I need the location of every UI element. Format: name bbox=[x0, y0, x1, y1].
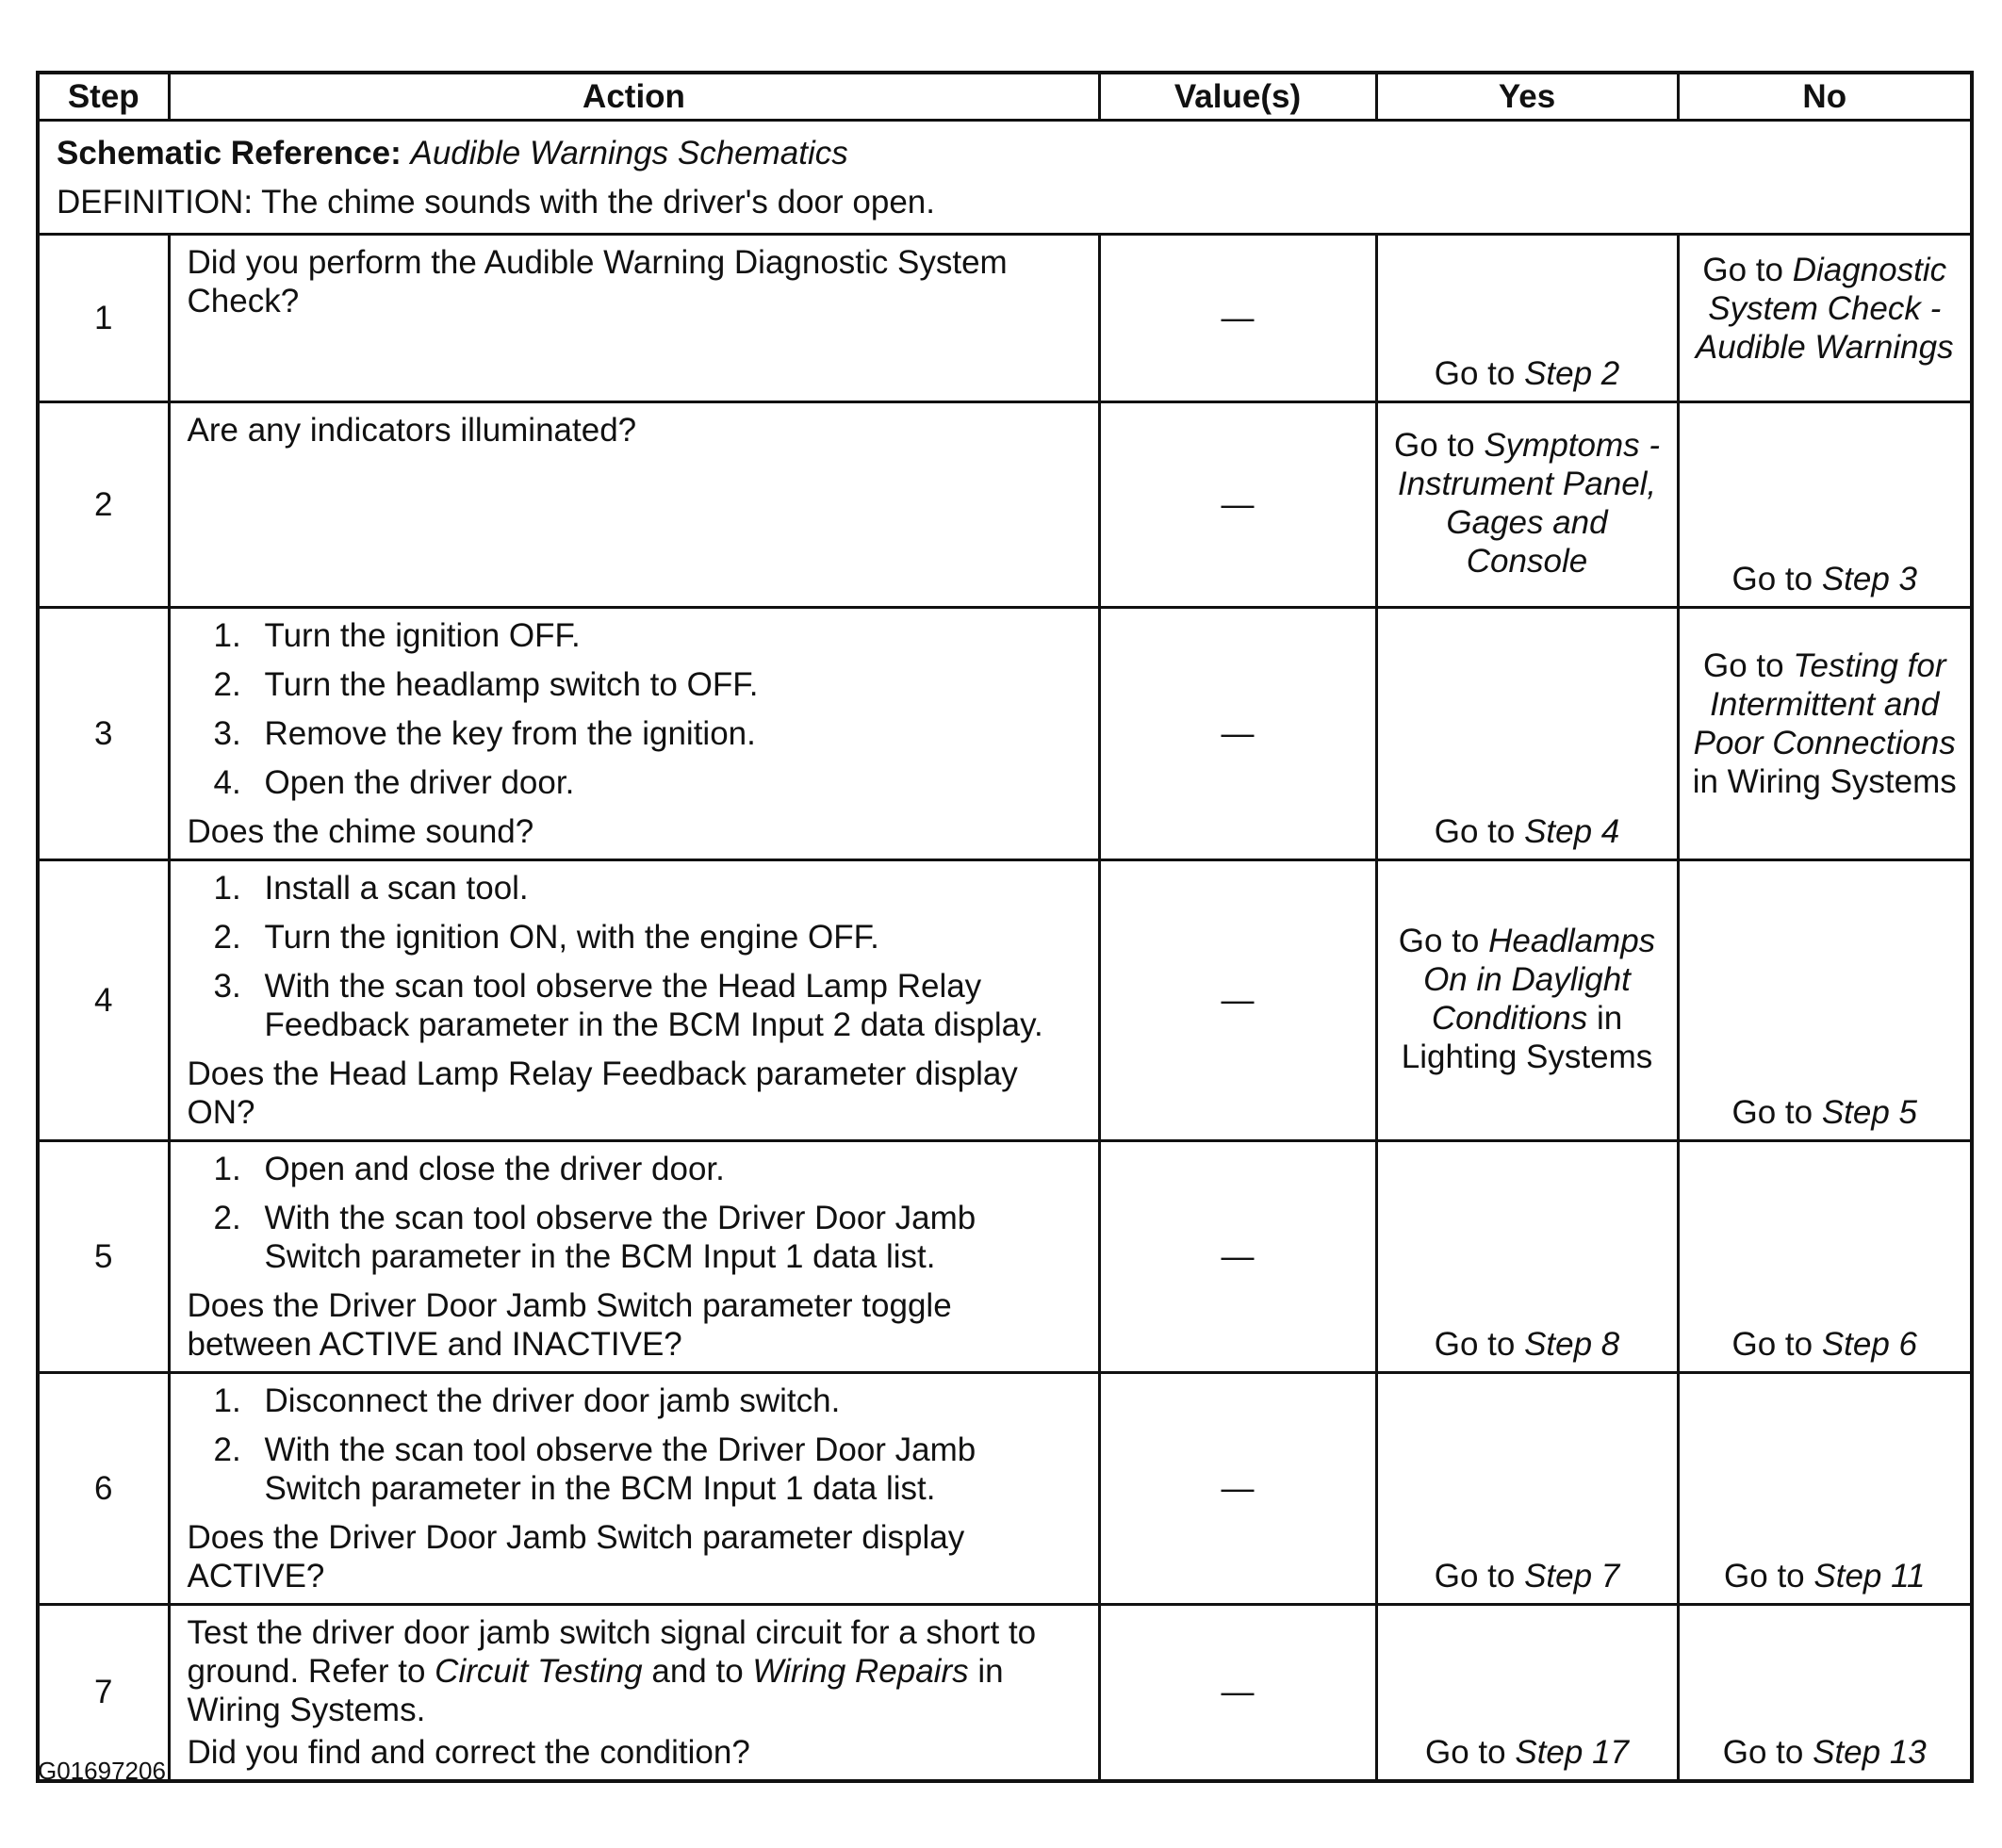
no-link[interactable]: Step 5 bbox=[1821, 1093, 1918, 1131]
list-item: 4. Open the driver door. bbox=[213, 763, 575, 801]
goto-label: Go to bbox=[1731, 1093, 1813, 1131]
yes-link[interactable]: Headlamps On in Daylight Conditions bbox=[1423, 922, 1656, 1037]
step-number: 7 bbox=[38, 1604, 169, 1781]
goto-label: Go to bbox=[1398, 922, 1480, 959]
action-text: Test the driver door jamb switch signal circuit for a short to ground. Refer to Circuit Testing and to Wiring Repairs in Wiring Systems. bbox=[187, 1613, 1037, 1728]
no-link[interactable]: Step 6 bbox=[1821, 1325, 1918, 1363]
action-question: Does the Driver Door Jamb Switch parameter display ACTIVE? bbox=[187, 1518, 965, 1595]
value-cell: — bbox=[1099, 1372, 1376, 1604]
reference-row bbox=[38, 120, 1972, 234]
goto-label: Go to bbox=[1731, 560, 1813, 597]
goto-label: Go to bbox=[1393, 426, 1475, 464]
step-number: 1 bbox=[38, 234, 169, 401]
schematic-label: Schematic Reference: bbox=[57, 134, 402, 172]
yes-cell bbox=[1376, 401, 1678, 607]
yes-cell bbox=[1376, 607, 1678, 859]
no-cell bbox=[1678, 1372, 1972, 1604]
yes-cell bbox=[1376, 234, 1678, 401]
value-cell: — bbox=[1099, 401, 1376, 607]
header-values: Value(s) bbox=[1099, 73, 1376, 120]
yes-cell bbox=[1376, 859, 1678, 1140]
table-row bbox=[38, 859, 1972, 1140]
value-cell: — bbox=[1099, 859, 1376, 1140]
action-question: Does the chime sound? bbox=[187, 812, 534, 850]
action-question: Does the Driver Door Jamb Switch parameter toggle between ACTIVE and INACTIVE? bbox=[187, 1286, 952, 1363]
step-number: 6 bbox=[38, 1372, 169, 1604]
no-link[interactable]: Step 11 bbox=[1813, 1557, 1926, 1595]
schematic-value: Audible Warnings Schematics bbox=[410, 134, 848, 172]
action-question: Did you find and correct the condition? bbox=[187, 1733, 750, 1771]
goto-label: Go to bbox=[1722, 1733, 1804, 1771]
value-cell: — bbox=[1099, 1604, 1376, 1781]
yes-link[interactable]: Step 4 bbox=[1524, 812, 1620, 850]
yes-link[interactable]: Step 8 bbox=[1524, 1325, 1620, 1363]
header-yes: Yes bbox=[1376, 73, 1678, 120]
goto-label: Go to bbox=[1731, 1325, 1813, 1363]
yes-link[interactable]: Step 2 bbox=[1524, 354, 1620, 392]
action-cell bbox=[169, 401, 1099, 607]
action-list bbox=[188, 616, 1081, 802]
no-suffix: in Wiring Systems bbox=[1692, 762, 1957, 800]
no-cell bbox=[1678, 607, 1972, 859]
goto-label: Go to bbox=[1702, 251, 1783, 288]
action-cell bbox=[169, 859, 1099, 1140]
reference-cell bbox=[38, 120, 1972, 234]
yes-cell bbox=[1376, 1140, 1678, 1372]
header-no: No bbox=[1678, 73, 1972, 120]
no-cell bbox=[1678, 1604, 1972, 1781]
no-link[interactable]: Step 13 bbox=[1813, 1733, 1927, 1771]
yes-suffix: in Lighting Systems bbox=[1401, 999, 1653, 1075]
table-row bbox=[38, 1604, 1972, 1781]
goto-label: Go to bbox=[1434, 1557, 1516, 1595]
yes-cell bbox=[1376, 1604, 1678, 1781]
goto-label: Go to bbox=[1724, 1557, 1805, 1595]
goto-label: Go to bbox=[1425, 1733, 1506, 1771]
yes-link[interactable]: Step 7 bbox=[1524, 1557, 1620, 1595]
value-cell: — bbox=[1099, 607, 1376, 859]
action-list bbox=[188, 1150, 1081, 1276]
list-item: 2. With the scan tool observe the Driver Door Jamb Switch parameter in the BCM Input 1 data list. bbox=[213, 1199, 976, 1275]
header-step: Step bbox=[38, 73, 169, 120]
action-list bbox=[188, 869, 1081, 1044]
action-cell bbox=[169, 1140, 1099, 1372]
no-cell bbox=[1678, 859, 1972, 1140]
list-item: 3. With the scan tool observe the Head Lamp Relay Feedback parameter in the BCM Input 2 data display. bbox=[213, 967, 1043, 1043]
circuit-testing-link[interactable]: Circuit Testing bbox=[435, 1652, 643, 1690]
table-row bbox=[38, 234, 1972, 401]
action-text: Are any indicators illuminated? bbox=[187, 411, 637, 449]
no-link[interactable]: Diagnostic System Check - Audible Warnings bbox=[1695, 251, 1954, 366]
list-item: 1. Turn the ignition OFF. bbox=[213, 616, 581, 654]
step-number: 2 bbox=[38, 401, 169, 607]
no-link[interactable]: Testing for Intermittent and Poor Connections bbox=[1693, 646, 1956, 761]
action-cell bbox=[169, 1604, 1099, 1781]
action-list bbox=[188, 1382, 1081, 1508]
table-row bbox=[38, 607, 1972, 859]
definition: DEFINITION: The chime sounds with the driver's door open. bbox=[57, 183, 935, 221]
list-item: 1. Install a scan tool. bbox=[213, 869, 529, 907]
table-row bbox=[38, 1140, 1972, 1372]
list-item: 1. Disconnect the driver door jamb switch. bbox=[213, 1382, 841, 1419]
list-item: 2. With the scan tool observe the Driver Door Jamb Switch parameter in the BCM Input 1 data list. bbox=[213, 1431, 976, 1507]
action-cell bbox=[169, 607, 1099, 859]
header-action: Action bbox=[169, 73, 1099, 120]
no-cell bbox=[1678, 1140, 1972, 1372]
no-cell bbox=[1678, 234, 1972, 401]
schematic-reference bbox=[57, 129, 1953, 178]
value-cell: — bbox=[1099, 1140, 1376, 1372]
table-row bbox=[38, 1372, 1972, 1604]
action-text: Did you perform the Audible Warning Diagnostic System Check? bbox=[187, 243, 1008, 319]
no-link[interactable]: Step 3 bbox=[1821, 560, 1918, 597]
action-cell bbox=[169, 234, 1099, 401]
list-item: 3. Remove the key from the ignition. bbox=[213, 714, 756, 752]
action-question: Does the Head Lamp Relay Feedback parameter display ON? bbox=[187, 1055, 1018, 1131]
header-row bbox=[38, 73, 1972, 120]
yes-link[interactable]: Step 17 bbox=[1515, 1733, 1629, 1771]
goto-label: Go to bbox=[1434, 354, 1516, 392]
goto-label: Go to bbox=[1434, 1325, 1516, 1363]
step-number: 5 bbox=[38, 1140, 169, 1372]
diagnostic-table bbox=[36, 71, 1974, 1783]
wiring-repairs-link[interactable]: Wiring Repairs bbox=[752, 1652, 969, 1690]
step-number: 4 bbox=[38, 859, 169, 1140]
no-cell bbox=[1678, 401, 1972, 607]
action-cell bbox=[169, 1372, 1099, 1604]
yes-link[interactable]: Symptoms - Instrument Panel, Gages and Console bbox=[1397, 426, 1661, 580]
table-row bbox=[38, 401, 1972, 607]
value-cell: — bbox=[1099, 234, 1376, 401]
list-item: 1. Open and close the driver door. bbox=[213, 1150, 725, 1187]
goto-label: Go to bbox=[1703, 646, 1784, 684]
yes-cell bbox=[1376, 1372, 1678, 1604]
step-number: 3 bbox=[38, 607, 169, 859]
goto-label: Go to bbox=[1434, 812, 1516, 850]
list-item: 2. Turn the ignition ON, with the engine OFF. bbox=[213, 918, 879, 956]
figure-id: G01697206 bbox=[38, 1757, 166, 1785]
list-item: 2. Turn the headlamp switch to OFF. bbox=[213, 665, 759, 703]
